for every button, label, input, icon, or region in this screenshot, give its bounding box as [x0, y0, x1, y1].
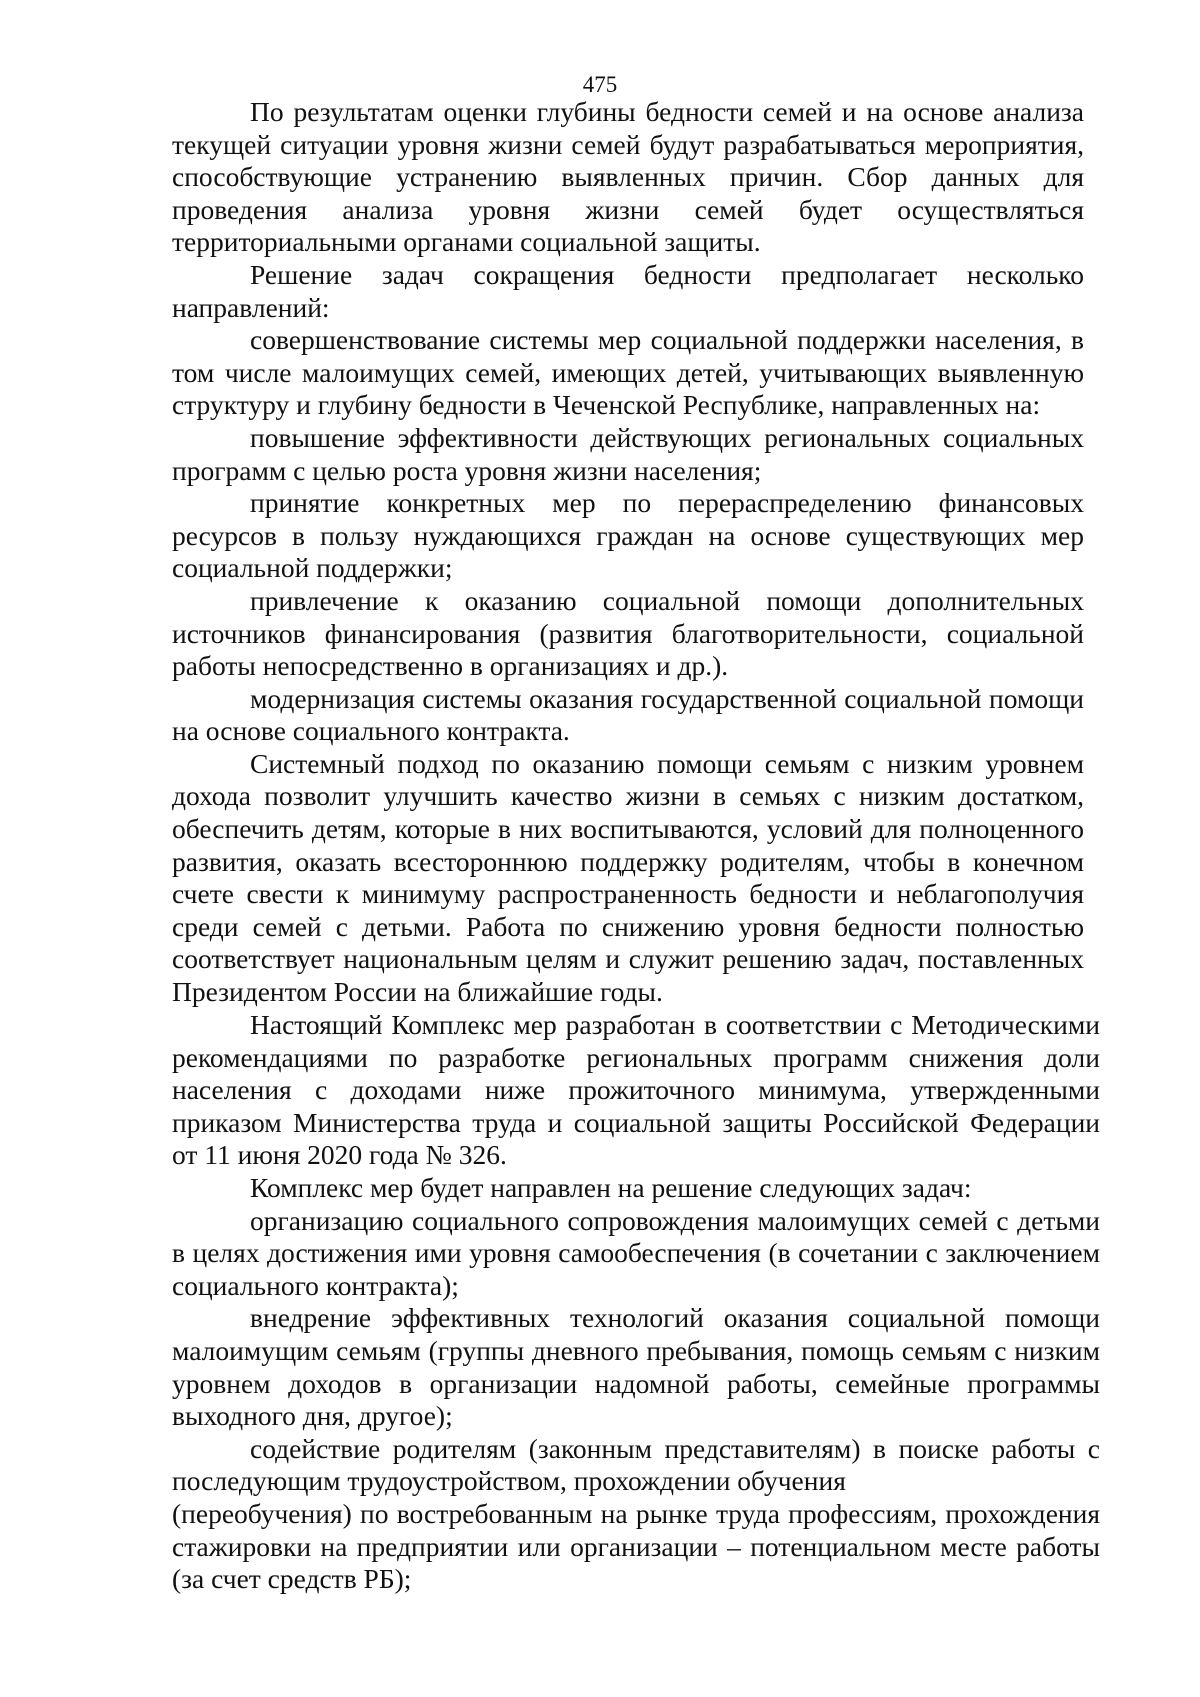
paragraph-social-contract-modernization: модернизация системы оказания государственной социальной помощи на основе социального контракта. — [172, 682, 1084, 747]
paragraph-additional-funding: привлечение к оказанию социальной помощи дополнительных источников финансирования (развития благотворительности, социальной работы непосредственно в организациях и др.). — [172, 584, 1084, 682]
paragraph-methodological-basis: Настоящий Комплекс мер разработан в соответствии с Методическими рекомендациями по разработке региональных программ снижения доли населения с доходами ниже прожиточного минимума, утвержденными приказом Министерства труда и социальной защиты Российской Федерации от 11 июня 2020 года № 326. — [172, 1009, 1100, 1171]
paragraph-employment-assistance: содействие родителям (законным представителям) в поиске работы с последующим трудоустройством, прохождении обучения — [172, 1432, 1100, 1497]
document-body-continued — [172, 1009, 1100, 1596]
paragraph-employment-continuation: (переобучения) по востребованным на рынке труда профессиям, прохождения стажировки на предприятии или организации – потенциальном месте работы (за счет средств РБ); — [172, 1497, 1100, 1595]
paragraph-support-system: совершенствование системы мер социальной поддержки населения, в том числе малоимущих семей, имеющих детей, учитывающих выявленную структуру и глубину бедности в Чеченской Республике, направленных на: — [172, 324, 1084, 421]
paragraph-tasks-intro: Комплекс мер будет направлен на решение следующих задач: — [250, 1171, 972, 1203]
paragraph-poverty-assessment: По результатам оценки глубины бедности семей и на основе анализа текущей ситуации уровня жизни семей будут разрабатываться мероприятия, способствующие устранению выявленных причин. Сбор данных для проведения анализа уровня жизни семей будет осуществляться территориальными органами социальной защиты. — [172, 96, 1084, 258]
paragraph-systemic-approach: Системный подход по оказанию помощи семьям с низким уровнем дохода позволит улучшить качество жизни в семьях с низким достатком, обеспечить детям, которые в них воспитываются, условий для полноценного развития, оказать всестороннюю поддержку родителям, чтобы в конечном счете свести к минимуму распространенность бедности и неблагополучия среди семей с детьми. Работа по снижению уровня бедности полностью соответствует национальным целям и служит решению задач, поставленных Президентом России на ближайшие годы. — [172, 747, 1084, 1008]
page-number: 475 — [582, 72, 618, 97]
paragraph-poverty-directions: Решение задач сокращения бедности предполагает несколько направлений: — [172, 258, 1084, 323]
paragraph-effective-technologies: внедрение эффективных технологий оказания социальной помощи малоимущим семьям (группы дневного пребывания, помощь семьям с низким уровнем доходов в организации надомной работы, семейные программы выходного дня, другое); — [172, 1302, 1100, 1432]
paragraph-resource-redistribution: принятие конкретных мер по перераспределению финансовых ресурсов в пользу нуждающихся граждан на основе существующих мер социальной поддержки; — [172, 487, 1084, 584]
paragraph-program-efficiency: повышение эффективности действующих региональных социальных программ с целью роста уровня жизни населения; — [172, 421, 1084, 486]
document-body — [172, 96, 1084, 1009]
paragraph-family-support: организацию социального сопровождения малоимущих семей с детьми в целях достижения ими уровня самообеспечения (в сочетании с заключением социального контракта); — [172, 1204, 1100, 1301]
